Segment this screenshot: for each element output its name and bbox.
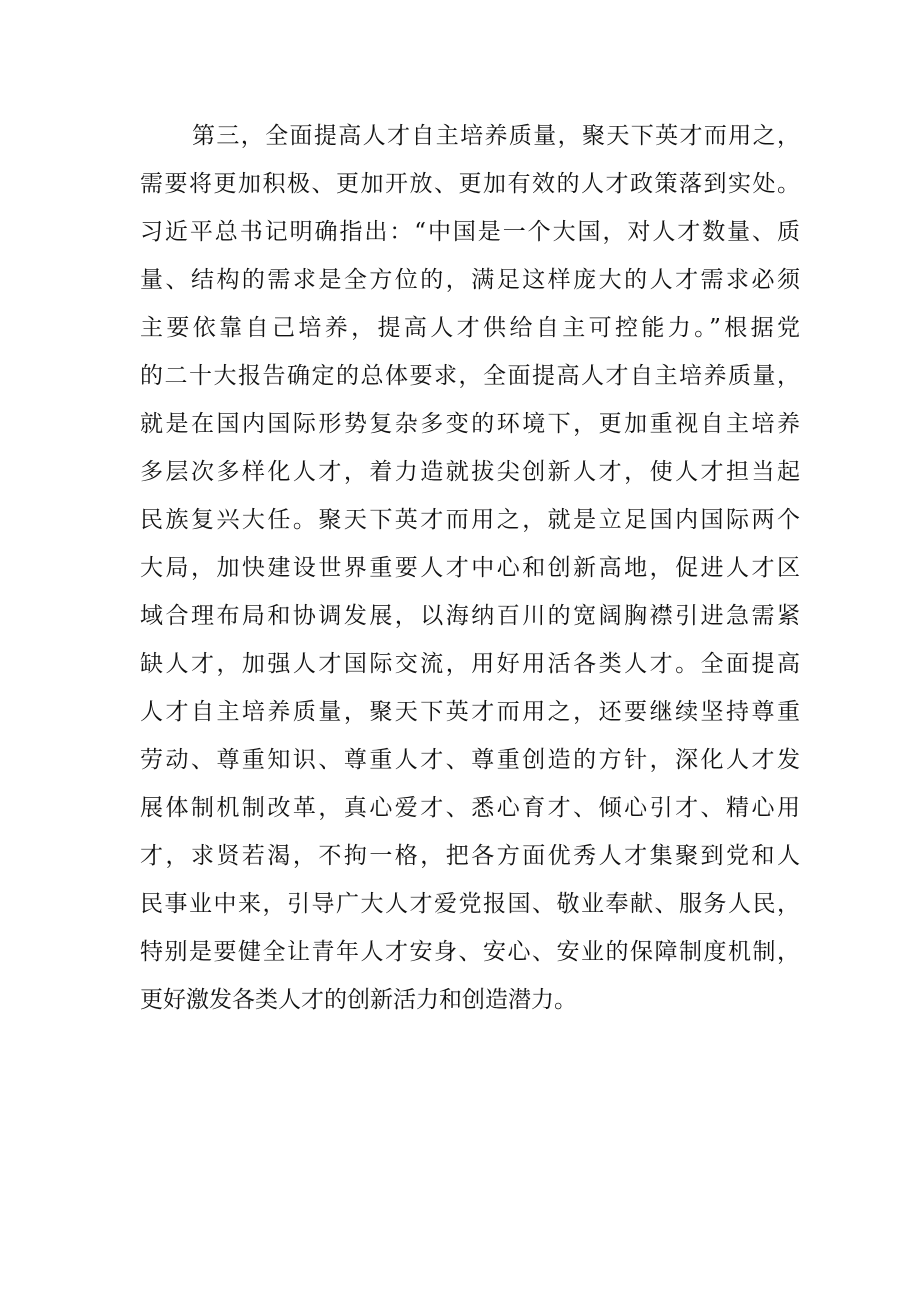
paragraph-line: 需要将更加积极、更加开放、更加有效的人才政策落到实处。 [140,171,800,197]
paragraph-line: 劳动、尊重知识、尊重人才、尊重创造的方针，深化人才发 [140,747,800,773]
paragraph-line: 量、结构的需求是全方位的，满足这样庞大的人才需求必须 [140,267,800,293]
paragraph-line: 主要依靠自己培养，提高人才供给自主可控能力。”根据党 [140,315,800,341]
paragraph-line: 第三，全面提高人才自主培养质量，聚天下英才而用之， [192,123,800,149]
paragraph-line: 域合理布局和协调发展，以海纳百川的宽阔胸襟引进急需紧 [140,603,800,629]
paragraph-line: 展体制机制改革，真心爱才、悉心育才、倾心引才、精心用 [140,795,800,821]
paragraph-line: 习近平总书记明确指出：“中国是一个大国，对人才数量、质 [140,219,800,245]
paragraph-line: 民族复兴大任。聚天下英才而用之，就是立足国内国际两个 [140,507,800,533]
paragraph-line: 更好激发各类人才的创新活力和创造潜力。 [140,987,577,1013]
paragraph-line: 的二十大报告确定的总体要求，全面提高人才自主培养质量， [140,363,800,389]
paragraph-line: 就是在国内国际形势复杂多变的环境下，更加重视自主培养 [140,411,800,437]
paragraph-line: 才，求贤若渴，不拘一格，把各方面优秀人才集聚到党和人 [140,843,800,869]
body-paragraph [140,112,800,1024]
paragraph-line: 人才自主培养质量，聚天下英才而用之，还要继续坚持尊重 [140,699,800,725]
paragraph-line: 特别是要健全让青年人才安身、安心、安业的保障制度机制， [140,939,800,965]
paragraph-line: 大局，加快建设世界重要人才中心和创新高地，促进人才区 [140,555,800,581]
paragraph-line: 缺人才，加强人才国际交流，用好用活各类人才。全面提高 [140,651,800,677]
paragraph-line: 民事业中来，引导广大人才爱党报国、敬业奉献、服务人民， [140,891,800,917]
paragraph-line: 多层次多样化人才，着力造就拔尖创新人才，使人才担当起 [140,459,800,485]
